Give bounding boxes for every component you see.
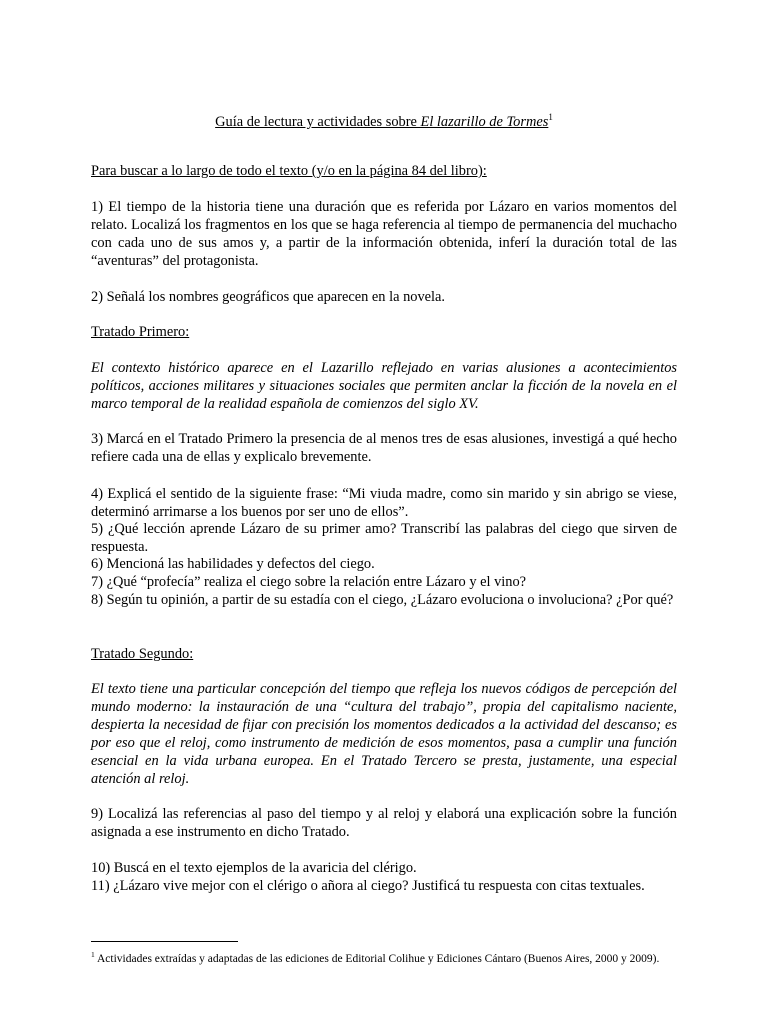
question-7: 7) ¿Qué “profecía” realiza el ciego sobre la relación entre Lázaro y el vino? [91,574,527,590]
question-3: 3) Marcá en el Tratado Primero la presencia de al menos tres de esas alusiones, investigá a qué hecho refiere cada una de ellas y explicalo brevemente. [91,431,677,465]
question-9: 9) Localizá las referencias al paso del tiempo y al reloj y elaborá una explicación sobre la función asignada a ese instrumento en dicho Tratado. [91,806,677,840]
footnote-mark: 1 [91,950,95,959]
section-heading-tratado-segundo: Tratado Segundo: [91,646,194,662]
question-10: 10) Buscá en el texto ejemplos de la avaricia del clérigo. [91,860,417,876]
footnote [91,947,677,967]
question-5: 5) ¿Qué lección aprende Lázaro de su primer amo? Transcribí las palabras del ciego que sirven de respuesta. [91,521,677,555]
section-heading-tratado-primero: Tratado Primero: [91,324,190,340]
title-work: El lazarillo de Tormes [420,113,549,130]
question-11: 11) ¿Lázaro vive mejor con el clérigo o añora al ciego? Justificá tu respuesta con citas textuales. [91,878,645,894]
question-2: 2) Señalá los nombres geográficos que aparecen en la novela. [91,289,446,305]
section-heading-search: Para buscar a lo largo de todo el texto (y/o en la página 84 del libro): [91,163,487,179]
footnote-separator [91,941,238,942]
document-page [91,0,677,1024]
title-footnote-ref: 1 [548,112,553,122]
question-6: 6) Mencioná las habilidades y defectos del ciego. [91,556,375,572]
question-1: 1) El tiempo de la historia tiene una duración que es referida por Lázaro en varios momentos del relato. Localizá los fragmentos en los que se haga referencia al tiempo de permanencia del muchacho con cada uno de sus amos y, a partir de la información obtenida, inferí la duración total de las “aventuras” del protagonista. [91,199,677,269]
question-4: 4) Explicá el sentido de la siguiente frase: “Mi viuda madre, como sin marido y sin abrigo se viese, determinó arrimarse a los buenos por ser uno de ellos”. [91,486,677,520]
context-tratado-segundo: El texto tiene una particular concepción del tiempo que refleja los nuevos códigos de percepción del mundo moderno: la instauración de una “cultura del trabajo”, propia del capitalismo naciente, despierta la necesidad de fijar con precisión los momentos dedicados a la actividad del descanso; es por eso que el reloj, como instrumento de medición de esos momentos, pasa a cumplir una función esencial en la vida urbana europea. En el Tratado Tercero se presta, justamente, una especial atención al reloj. [91,681,677,787]
title-prefix: Guía de lectura y actividades sobre [215,113,421,130]
question-8: 8) Según tu opinión, a partir de su estadía con el ciego, ¿Lázaro evoluciona o involuciona? ¿Por qué? [91,592,674,608]
footnote-text: Actividades extraídas y adaptadas de las ediciones de Editorial Colihue y Ediciones Cántaro (Buenos Aires, 2000 y 2009). [94,952,660,965]
context-tratado-primero: El contexto histórico aparece en el Lazarillo reflejado en varias alusiones a acontecimientos políticos, acciones militares y situaciones sociales que permiten anclar la ficción de la novela en el marco temporal de la realidad española de comienzos del siglo XV. [91,360,677,412]
document-title [91,108,677,131]
